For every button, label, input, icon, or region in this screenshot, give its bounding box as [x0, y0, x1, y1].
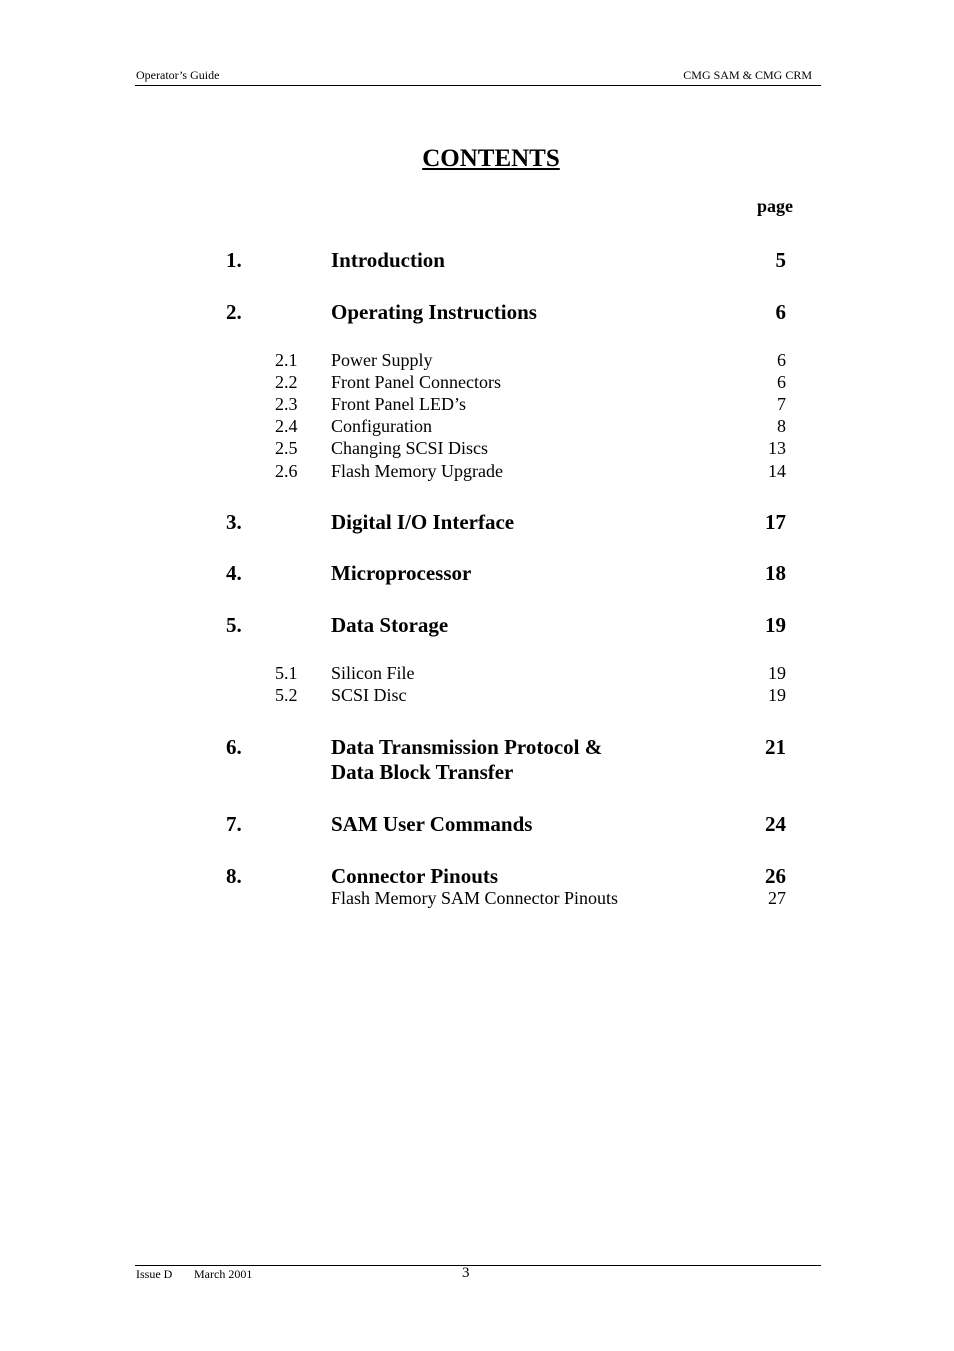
toc-subsection-number: 2.3: [275, 394, 298, 414]
toc-section-number: 8.: [226, 864, 242, 888]
toc-subsection-title[interactable]: SCSI Disc: [331, 685, 407, 705]
toc-subsection-page: 19: [768, 663, 786, 683]
footer-rule: [135, 1265, 821, 1266]
toc-subsection-title[interactable]: Flash Memory Upgrade: [331, 461, 503, 481]
toc-section-page: 5: [775, 248, 786, 272]
toc-subsection-title[interactable]: Configuration: [331, 416, 432, 436]
toc-subsection-page: 7: [777, 394, 786, 414]
toc-section-title[interactable]: Connector Pinouts: [331, 864, 499, 888]
toc-section-page: 17: [765, 510, 786, 534]
toc-subsection-title[interactable]: Changing SCSI Discs: [331, 438, 489, 458]
toc-section-number: 7.: [226, 812, 242, 836]
toc-section-number: 1.: [226, 248, 242, 272]
toc-section-number: 6.: [226, 735, 242, 759]
page-column-label: page: [757, 196, 793, 216]
toc-section-page: 18: [765, 561, 786, 585]
toc-section-number: 4.: [226, 561, 242, 585]
toc-subsection-page: 8: [777, 416, 786, 436]
toc-section-title[interactable]: Data Transmission Protocol &: [331, 735, 603, 759]
toc-section-title[interactable]: Microprocessor: [331, 561, 472, 585]
toc-section-title[interactable]: Digital I/O Interface: [331, 510, 515, 534]
toc-subsection-page: 6: [777, 350, 786, 370]
header-rule: [135, 85, 821, 86]
toc-section-page: 21: [765, 735, 786, 759]
toc-subsection-page: 27: [768, 888, 786, 908]
footer-page-number: 3: [462, 1265, 470, 1281]
toc-subsection-page: 13: [768, 438, 786, 458]
toc-subsection-number: 2.5: [275, 438, 298, 458]
toc-section-number: 3.: [226, 510, 242, 534]
toc-subsection-title[interactable]: Front Panel Connectors: [331, 372, 501, 392]
toc-section-page: 26: [765, 864, 786, 888]
toc-subsection-title[interactable]: Silicon File: [331, 663, 415, 683]
toc-section-title[interactable]: Introduction: [331, 248, 445, 272]
toc-section-number: 2.: [226, 300, 242, 324]
toc-section-page: 19: [765, 613, 786, 637]
toc-subsection-title[interactable]: Flash Memory SAM Connector Pinouts: [331, 888, 619, 908]
toc-subsection-title[interactable]: Front Panel LED’s: [331, 394, 466, 414]
footer-issue: Issue D: [136, 1267, 173, 1281]
toc-subsection-title[interactable]: Power Supply: [331, 350, 433, 370]
toc-section-number: 5.: [226, 613, 242, 637]
toc-section-title[interactable]: Operating Instructions: [331, 300, 537, 324]
footer-date: March 2001: [194, 1267, 253, 1281]
toc-section-title[interactable]: SAM User Commands: [331, 812, 533, 836]
header-product-name: CMG SAM & CMG CRM: [683, 68, 812, 82]
page-title: CONTENTS: [422, 145, 560, 172]
toc-subsection-number: 2.4: [275, 416, 298, 436]
toc-subsection-number: 5.1: [275, 663, 298, 683]
toc-subsection-number: 2.6: [275, 461, 298, 481]
toc-subsection-number: 5.2: [275, 685, 298, 705]
toc-section-page: 24: [765, 812, 786, 836]
toc-section-page: 6: [775, 300, 786, 324]
toc-subsection-page: 6: [777, 372, 786, 392]
toc-subsection-page: 19: [768, 685, 786, 705]
toc-section-title-continued[interactable]: Data Block Transfer: [331, 760, 514, 784]
toc-subsection-page: 14: [768, 461, 786, 481]
toc-subsection-number: 2.2: [275, 372, 298, 392]
toc-subsection-number: 2.1: [275, 350, 298, 370]
toc-section-title[interactable]: Data Storage: [331, 613, 449, 637]
header-doc-title: Operator’s Guide: [136, 68, 220, 82]
